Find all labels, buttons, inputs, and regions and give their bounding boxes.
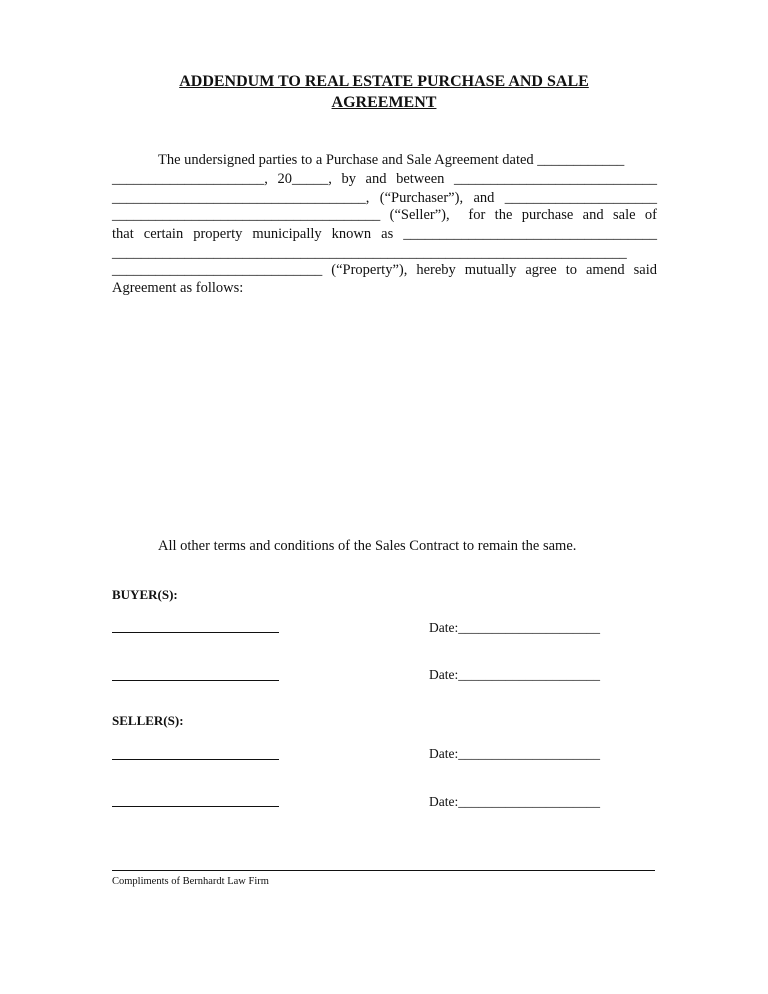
seller-signature-line-2[interactable] bbox=[112, 806, 279, 807]
document-title-line-2: AGREEMENT bbox=[331, 94, 437, 111]
closing-statement: All other terms and conditions of the Sales Contract to remain the same. bbox=[158, 538, 577, 554]
sellers-label: SELLER(S): bbox=[112, 713, 184, 728]
footer-credit: Compliments of Bernhardt Law Firm bbox=[112, 876, 269, 887]
seller-date-field-1[interactable]: Date:_____________________ bbox=[429, 746, 600, 761]
paragraph-line: Agreement as follows: bbox=[112, 280, 244, 296]
seller-date-field-2[interactable]: Date:_____________________ bbox=[429, 794, 600, 809]
buyer-date-field-1[interactable]: Date:_____________________ bbox=[429, 620, 600, 635]
document-title-line-1: ADDENDUM TO REAL ESTATE PURCHASE AND SALE bbox=[179, 73, 589, 90]
seller-signature-line-1[interactable] bbox=[112, 759, 279, 760]
buyer-date-field-2[interactable]: Date:_____________________ bbox=[429, 667, 600, 682]
buyers-label: BUYER(S): bbox=[112, 587, 178, 602]
paragraph-line: that certain property municipally known as ___________________________________ bbox=[112, 226, 657, 242]
paragraph-line: _____________________________ (“Property”), hereby mutually agree to amend said bbox=[112, 262, 657, 278]
paragraph-line: _____________________, 20_____, by and between ____________________________ bbox=[112, 171, 657, 187]
buyer-signature-line-2[interactable] bbox=[112, 680, 279, 681]
buyer-signature-line-1[interactable] bbox=[112, 632, 279, 633]
paragraph-line: _______________________________________________________________________ bbox=[112, 245, 627, 261]
paragraph-line: ___________________________________, (“Purchaser”), and _____________________ bbox=[112, 190, 657, 206]
paragraph-line: _____________________________________ (“Seller”), for the purchase and sale of bbox=[112, 207, 657, 223]
footer-rule bbox=[112, 870, 655, 871]
paragraph-line: The undersigned parties to a Purchase and Sale Agreement dated ____________ bbox=[158, 152, 625, 168]
